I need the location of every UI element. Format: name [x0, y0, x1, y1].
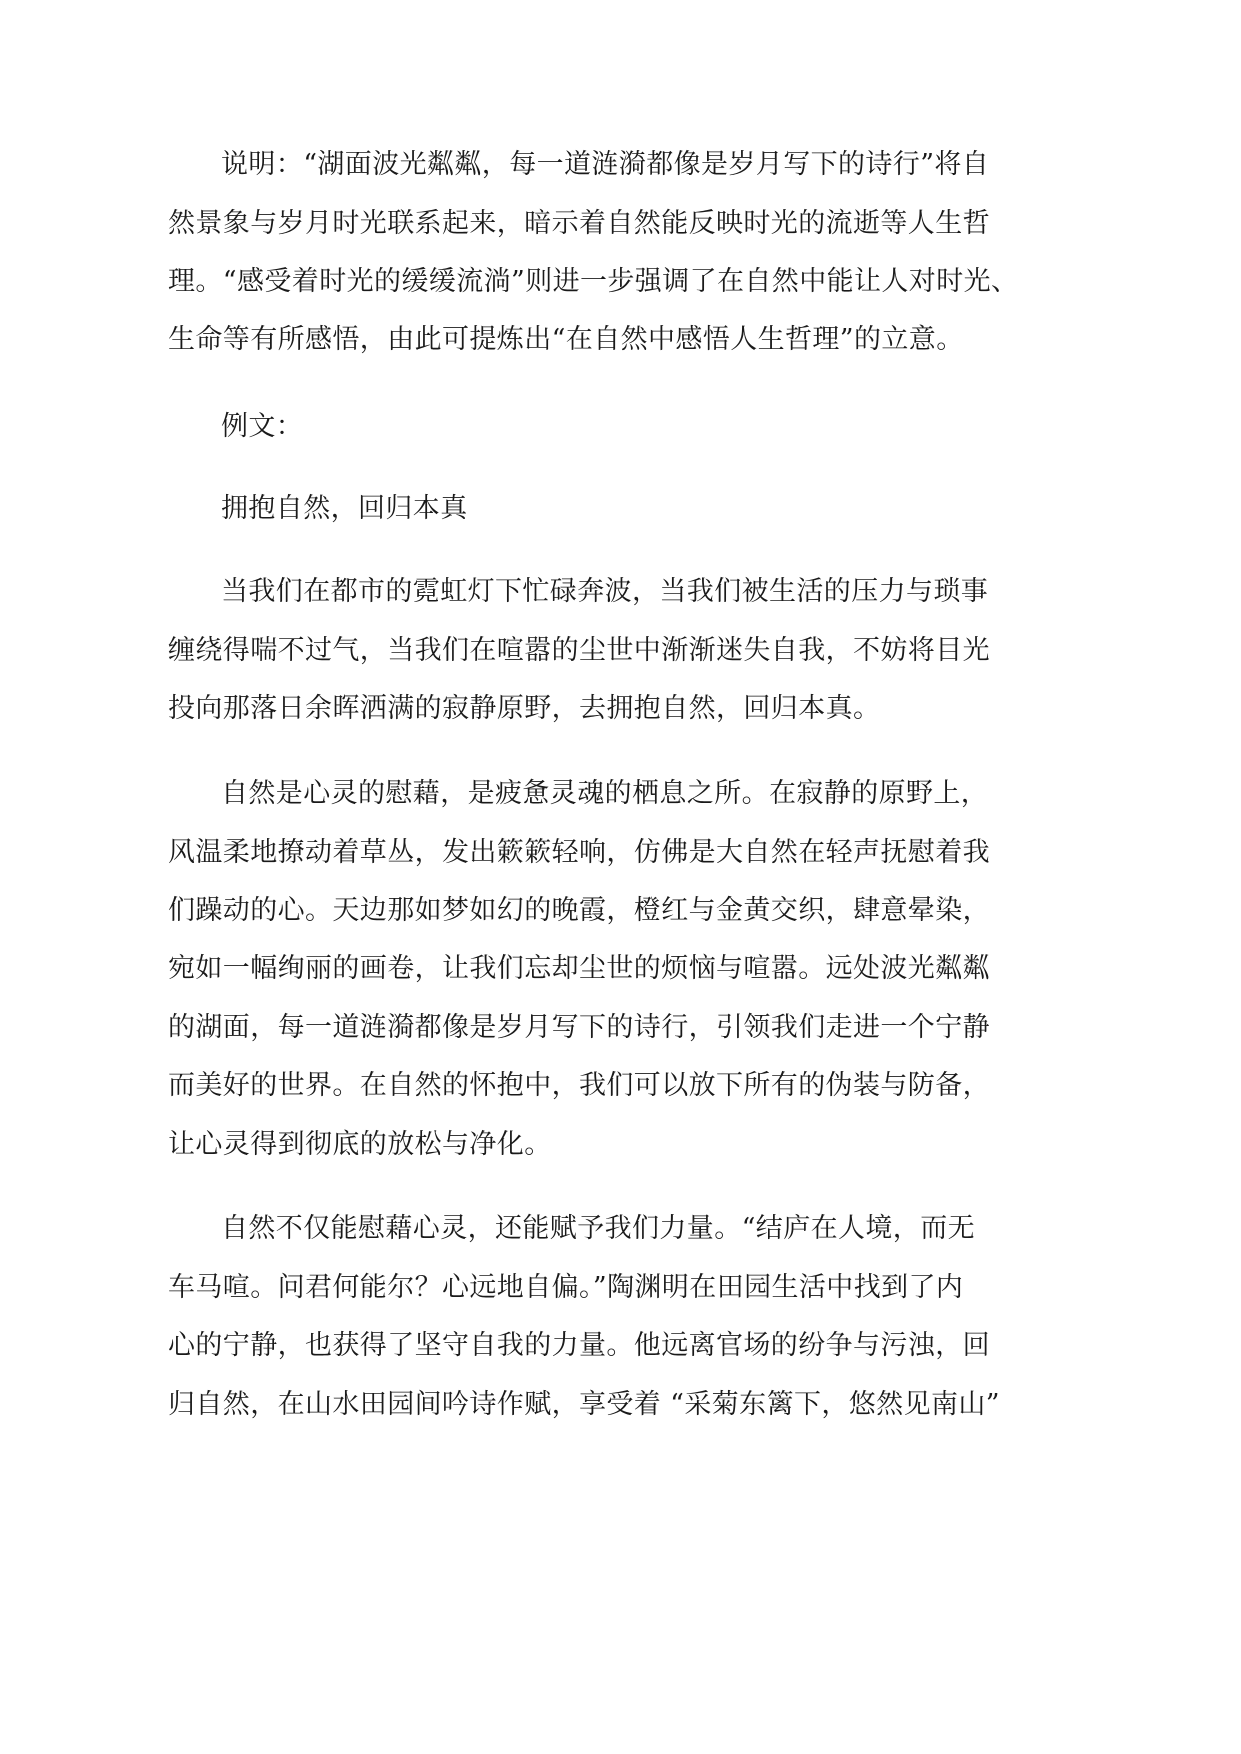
text-line: 拥抱自然，回归本真	[221, 493, 468, 524]
text-line: 生命等有所感悟，由此可提炼出“在自然中感悟人生哲理”的立意。	[168, 324, 964, 355]
text-line: 然景象与岁月时光联系起来，暗示着自然能反映时光的流逝等人生哲	[168, 208, 990, 239]
text-line: 理。“感受着时光的缓缓流淌”则进一步强调了在自然中能让人对时光、	[168, 266, 1019, 297]
text-line: 归自然，在山水田园间吟诗作赋，享受着 “采菊东篱下，悠然见南山”	[168, 1389, 1000, 1420]
text-line: 的湖面，每一道涟漪都像是岁月写下的诗行，引领我们走进一个宁静	[168, 1012, 990, 1043]
text-line: 缠绕得喘不过气，当我们在喧嚣的尘世中渐渐迷失自我，不妨将目光	[168, 635, 990, 666]
text-line: 让心灵得到彻底的放松与净化。	[168, 1129, 552, 1160]
text-line: 当我们在都市的霓虹灯下忙碌奔波，当我们被生活的压力与琐事	[221, 576, 989, 607]
text-line: 例文：	[221, 411, 304, 442]
text-line: 宛如一幅绚丽的画卷，让我们忘却尘世的烦恼与喧嚣。远处波光粼粼	[168, 953, 990, 984]
text-line: 自然是心灵的慰藉，是疲惫灵魂的栖息之所。在寂静的原野上，	[221, 778, 989, 809]
text-line: 心的宁静，也获得了坚守自我的力量。他远离官场的纷争与污浊，回	[168, 1330, 990, 1361]
text-line: 风温柔地撩动着草丛，发出簌簌轻响，仿佛是大自然在轻声抚慰着我	[168, 837, 990, 868]
text-line: 们躁动的心。天边那如梦如幻的晚霞，橙红与金黄交织，肆意晕染，	[168, 895, 990, 926]
text-line: 车马喧。问君何能尔？心远地自偏。”陶渊明在田园生活中找到了内	[168, 1272, 964, 1303]
text-line: 投向那落日余晖洒满的寂静原野，去拥抱自然，回归本真。	[168, 693, 881, 724]
text-line: 而美好的世界。在自然的怀抱中，我们可以放下所有的伪装与防备，	[168, 1070, 990, 1101]
text-line: 自然不仅能慰藉心灵，还能赋予我们力量。“结庐在人境，而无	[221, 1213, 976, 1244]
text-line: 说明：“湖面波光粼粼，每一道涟漪都像是岁月写下的诗行”将自	[221, 149, 990, 180]
